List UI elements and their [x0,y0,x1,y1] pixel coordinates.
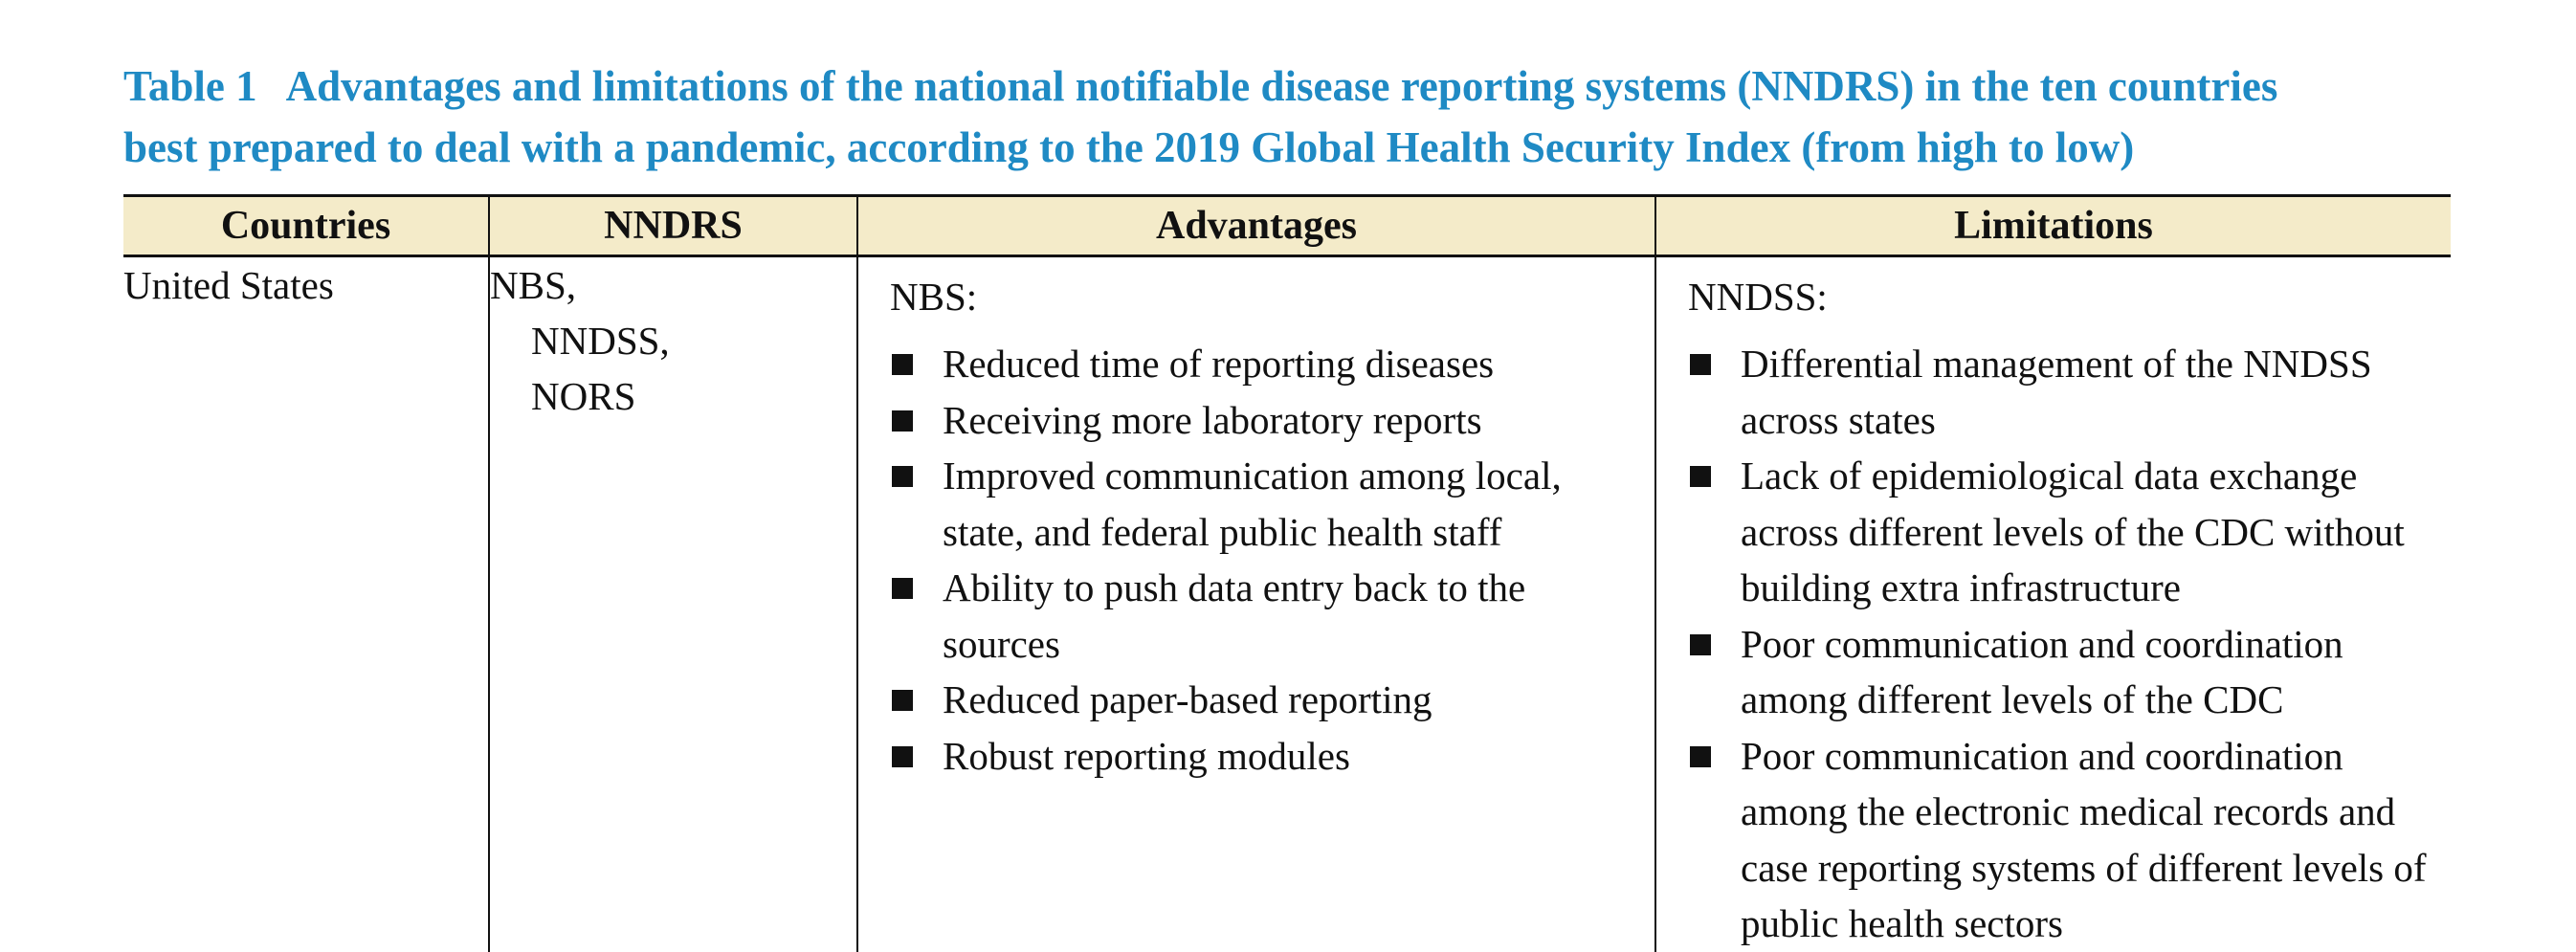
advantages-cell [857,256,1655,952]
square-bullet-icon [1690,746,1711,767]
table-row [123,256,2451,952]
caption-line-1 [123,55,2477,117]
list-item [1688,448,2432,616]
list-item [1688,336,2432,448]
advantage-text: Receiving more laboratory reports [943,398,1482,442]
list-item [1688,616,2432,728]
square-bullet-icon [892,410,913,432]
list-item [890,560,1635,672]
square-bullet-icon [1690,354,1711,375]
list-item [890,448,1635,560]
caption-text-1: Advantages and limitations of the national notifiable disease reporting systems (NNDRS) in the ten countries [286,62,2278,110]
caption-line-2: best prepared to deal with a pandemic, according to the 2019 Global Health Security Index (from high to low) [123,117,2477,178]
limitations-list [1688,336,2432,952]
limitations-system-label: NNDSS: [1688,269,2432,324]
list-item [890,336,1635,392]
limitation-text: Differential management of the NNDSS across states [1741,342,2372,442]
advantage-text: Reduced paper-based reporting [943,677,1432,721]
header-countries: Countries [123,196,489,256]
country-cell: United States [123,256,489,952]
square-bullet-icon [892,354,913,375]
header-nndrs: NNDRS [489,196,857,256]
header-advantages: Advantages [857,196,1655,256]
header-row [123,196,2451,256]
table-label: Table 1 [123,62,257,110]
list-item [890,728,1635,785]
header-limitations: Limitations [1655,196,2451,256]
square-bullet-icon [892,466,913,487]
nndrs-table [123,194,2451,952]
nndrs-cell [489,256,857,952]
square-bullet-icon [1690,634,1711,655]
list-item [1688,728,2432,952]
limitation-text: Poor communication and coordination among different levels of the CDC [1741,622,2343,722]
limitation-text: Lack of epidemiological data exchange across different levels of the CDC without building extra infrastructure [1741,454,2405,609]
square-bullet-icon [892,746,913,767]
advantage-text: Robust reporting modules [943,734,1350,778]
advantage-text: Improved communication among local, state, and federal public health staff [943,454,1562,554]
nndrs-item: NBS, [490,257,856,313]
advantage-text: Ability to push data entry back to the sources [943,565,1525,666]
limitation-text: Poor communication and coordination among the electronic medical records and case reporting systems of different levels of public health sectors [1741,734,2427,946]
list-item [890,672,1635,728]
list-item [890,392,1635,449]
advantages-system-label: NBS: [890,269,1635,324]
square-bullet-icon [892,578,913,599]
advantage-text: Reduced time of reporting diseases [943,342,1494,386]
nndrs-item: NNDSS, [490,313,856,368]
advantages-list [890,336,1635,784]
limitations-cell [1655,256,2451,952]
table-caption [123,55,2477,178]
nndrs-item: NORS [490,368,856,424]
square-bullet-icon [1690,466,1711,487]
square-bullet-icon [892,690,913,711]
